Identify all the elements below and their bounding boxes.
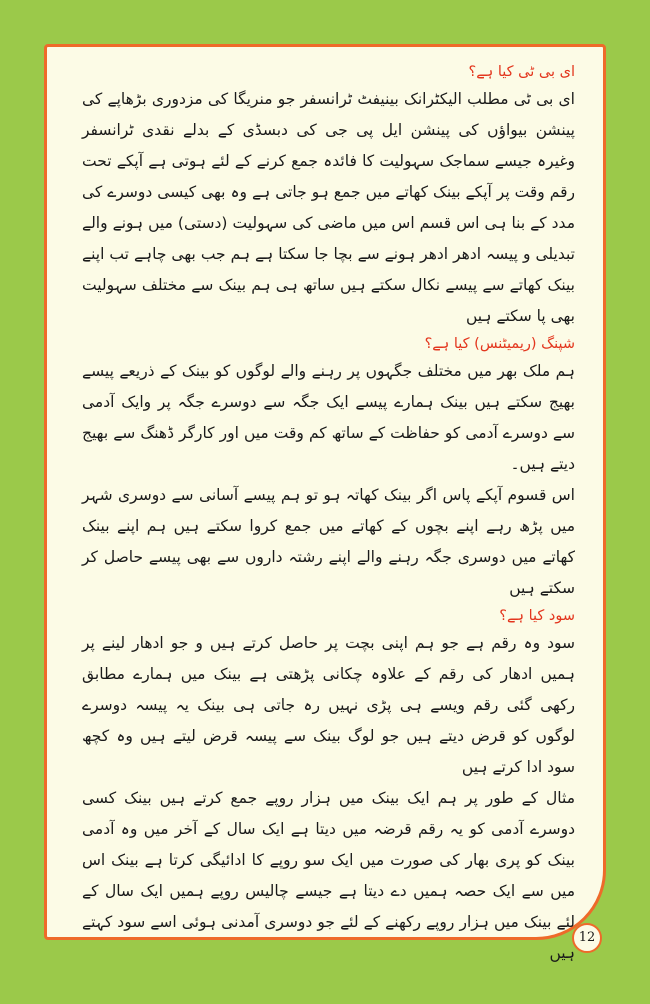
paragraph-remittance-2: اس قسوم آپکے پاس اگر بینک کھاتہ ہو تو ہم پیسے آسانی سے دوسری شہر میں پڑھ رہے اپنے بچوں کے کھاتے میں جمع کروا سکتے ہیں ہم اپنے بینک کھاتے میں دوسری جگہ رہنے والے اپنے رشتہ داروں سے بھی پیسے حاصل کر سکتے ہیں: [82, 486, 575, 597]
paragraph-remittance-1: ہم ملک بھر میں مختلف جگہوں پر رہنے والے لوگوں کو بینک کے ذریعے پیسے بھیج سکتے ہیں بینک ہمارے پیسے ایک جگہ سے دوسرے جگہ پر وایک آدمی سے دوسرے آدمی کو حفاظت کے ساتھ کم وقت میں اور کارگر ڈھنگ سے بھیج دیتے ہیں۔: [82, 362, 575, 473]
section-heading-remittance: شپنگ (ریمیٹنس) کیا ہے؟: [424, 336, 575, 352]
section-heading-interest: سود کیا ہے؟: [499, 608, 575, 624]
page-number-badge: 12: [572, 923, 602, 953]
page-content: [82, 60, 575, 969]
paragraph-interest-1: سود وہ رقم ہے جو ہم اپنی بچت پر حاصل کرتے ہیں و جو ادھار لینے پر ہمیں ادھار کی رقم کے علاوہ چکانی پڑھتی ہے بینک میں ہمارے مطابق رکھی گئی رقم ویسے ہی پڑی نہیں رہ جاتی ہی بینک یہ پیسہ دوسرے لوگوں کو قرض دیتے ہیں جو لوگ بینک سے پیسہ قرض لیتے ہیں وہ کچھ سود ادا کرتے ہیں: [82, 634, 575, 776]
paragraph-ebt: ای بی ٹی مطلب الیکٹرانک بینیفٹ ٹرانسفر جو منریگا کی مزدوری بڑھاپے کی پینشن بیواؤں کی پینشن ایل پی جی کی دبسڈی کے بدلے نقدی ٹرانسفر وغیرہ جیسے سماجک سہولیت کا فائدہ جمع کرنے کے لئے ہوتی ہے آپکے تحت رقم وقت پر آپکے بینک کھاتے میں جمع ہو جاتی ہے وہ بھی کیسی دوسرے کی مدد کے بنا ہی اس قسم اس میں ماضی کی سہولیت (دستی) میں ہونے والے تبدیلی و پیسہ ادھر ادھر ہونے سے بچا جا سکتا ہے ہم جب بھی چاہے تب اپنے بینک کھاتے سے پیسے نکال سکتے ہیں ساتھ ہی ہم بینک سے مختلف سہولیت بھی پا سکتے ہیں: [82, 90, 575, 325]
section-heading-ebt: ای بی ٹی کیا ہے؟: [468, 64, 575, 80]
paragraph-interest-2: مثال کے طور پر ہم ایک بینک میں ہزار روپے جمع کرتے ہیں بینک کسی دوسرے آدمی کو یہ رقم قرضہ میں دیتا ہے ایک سال کے آخر میں وہ آدمی بینک کو پری بھار کی صورت میں ایک سو روپے کا ادائیگی کرتا ہے بینک اس میں سے ایک حصہ ہمیں دے دیتا ہے جیسے چالیس روپے ہمیں ایک سال کے لئے بینک میں ہزار روپے رکھنے کے لئے جو دوسری آمدنی ہوئی اسے سود کہتے ہیں: [82, 789, 575, 962]
